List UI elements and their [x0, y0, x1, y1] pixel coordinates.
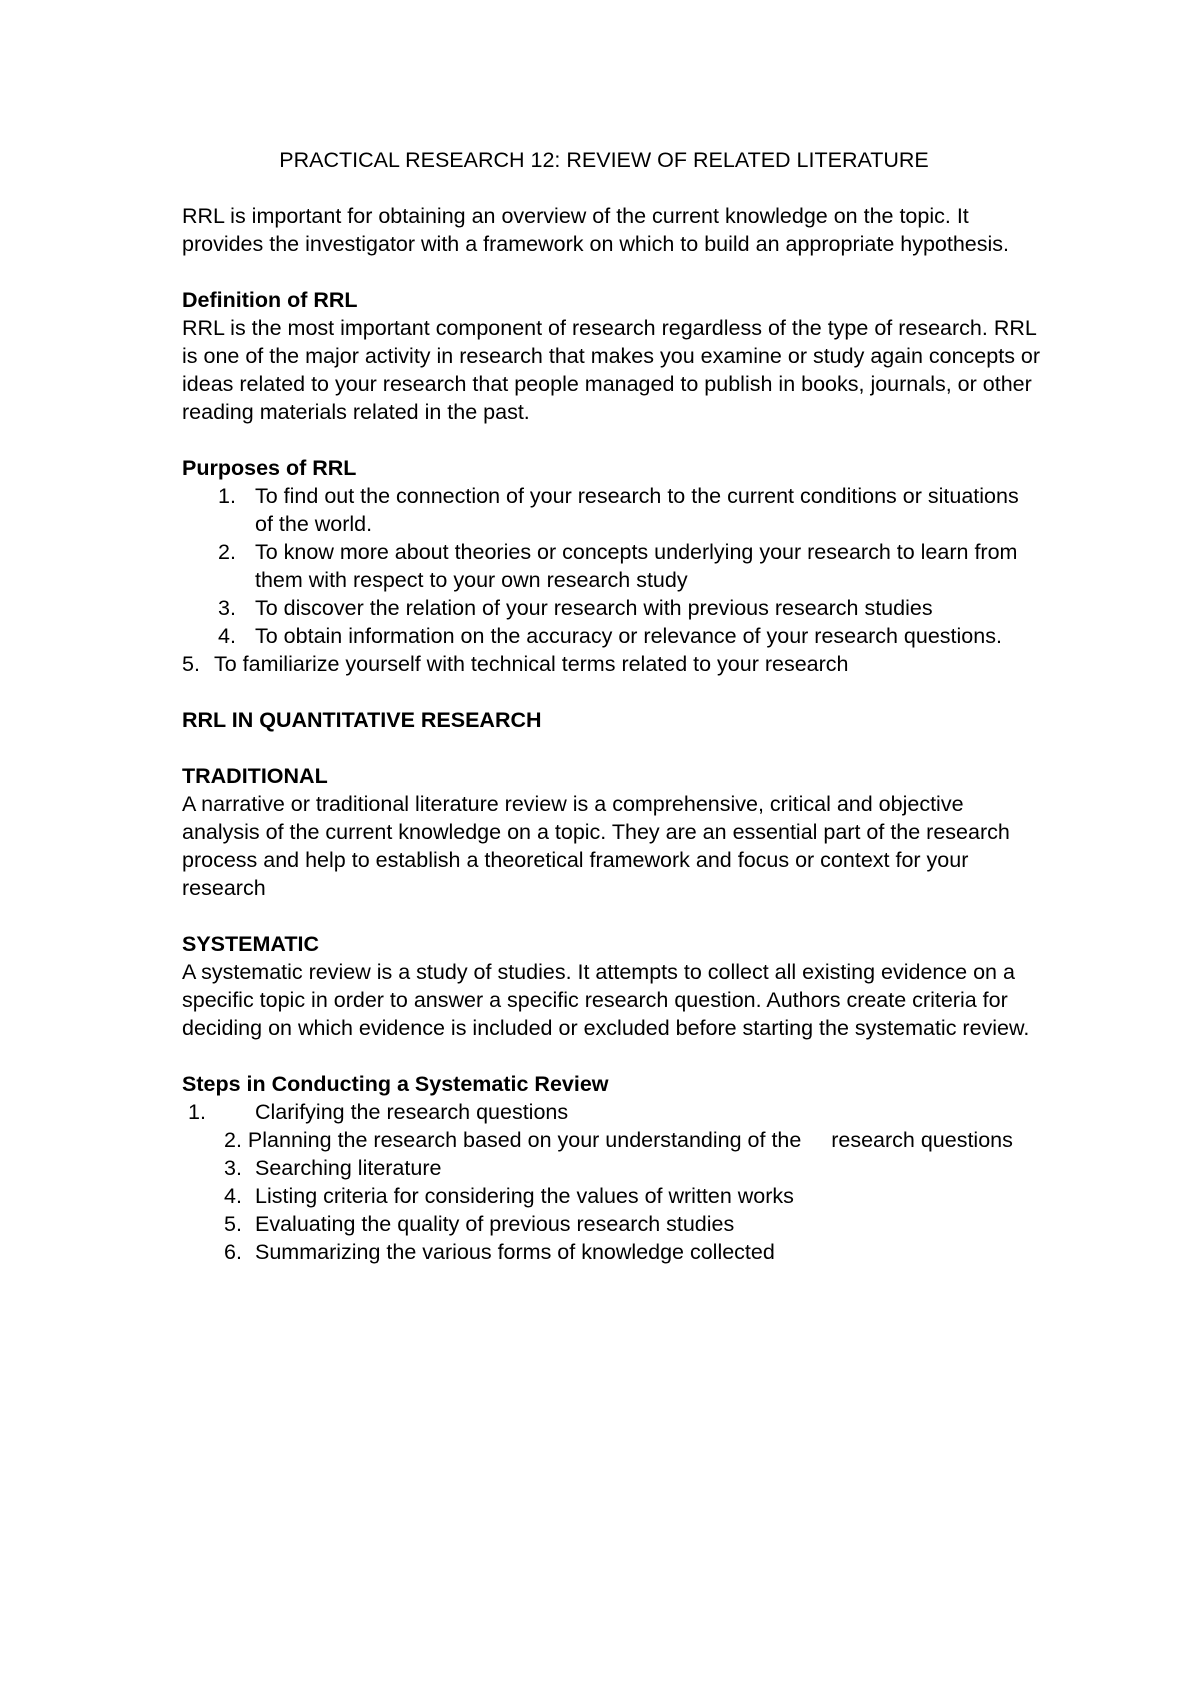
list-item-number: 1.: [188, 1100, 206, 1124]
list-item: [182, 1182, 1042, 1210]
purposes-list: [182, 482, 1042, 678]
list-item-text: To know more about theories or concepts underlying your research to learn from them with respect to your own research study: [255, 540, 1018, 592]
steps-heading: Steps in Conducting a Systematic Review: [182, 1072, 609, 1096]
traditional-paragraph: A narrative or traditional literature review is a comprehensive, critical and objective analysis of the current knowledge on a topic. They are an essential part of the research process and help to establish a theoretical framework and focus or context for your research: [182, 792, 1010, 900]
list-item: [182, 622, 1042, 650]
quantitative-heading: RRL IN QUANTITATIVE RESEARCH: [182, 708, 542, 732]
list-item-number: 2.: [224, 1128, 242, 1152]
purposes-heading: Purposes of RRL: [182, 456, 357, 480]
spacer: [182, 426, 1042, 454]
definition-paragraph: RRL is the most important component of research regardless of the type of research. RRL is one of the major activity in research that makes you examine or study again concepts or ideas related to your research that people managed to publish in books, journals, or other reading materials related in the past.: [182, 316, 1041, 424]
list-item: [182, 650, 1042, 678]
list-item-number: 6.: [224, 1240, 242, 1264]
list-item: [182, 482, 1042, 538]
list-item-text: To obtain information on the accuracy or relevance of your research questions.: [255, 624, 1002, 648]
list-item: [182, 538, 1042, 594]
list-item-text: Planning the research based on your understanding of the research questions: [247, 1128, 1013, 1152]
list-item-text: Summarizing the various forms of knowledge collected: [255, 1240, 775, 1264]
list-item-number: 1.: [218, 484, 236, 508]
list-item: [182, 1126, 1042, 1154]
list-item-text: Evaluating the quality of previous research studies: [255, 1212, 735, 1236]
traditional-heading: TRADITIONAL: [182, 764, 328, 788]
list-item-number: 3.: [218, 596, 236, 620]
list-item: [182, 1098, 1042, 1126]
spacer: [182, 1042, 1042, 1070]
list-item-number: 5.: [182, 652, 200, 676]
spacer: [182, 678, 1042, 706]
list-item-text: Clarifying the research questions: [255, 1100, 569, 1124]
list-item-text: To discover the relation of your research with previous research studies: [255, 596, 933, 620]
spacer: [182, 258, 1042, 286]
document-content: [182, 146, 1042, 1266]
list-item-text: Searching literature: [255, 1156, 442, 1180]
list-item-number: 4.: [218, 624, 236, 648]
definition-heading: Definition of RRL: [182, 288, 358, 312]
spacer: [182, 174, 1042, 202]
list-item-text: To find out the connection of your research to the current conditions or situations of the world.: [255, 484, 1019, 536]
list-item-number: 4.: [224, 1184, 242, 1208]
intro-paragraph: RRL is important for obtaining an overview of the current knowledge on the topic. It provides the investigator with a framework on which to build an appropriate hypothesis.: [182, 204, 1010, 256]
list-item-number: 5.: [224, 1212, 242, 1236]
list-item: [182, 594, 1042, 622]
list-item-number: 2.: [218, 540, 236, 564]
list-item-number: 3.: [224, 1156, 242, 1180]
list-item-text: Listing criteria for considering the values of written works: [255, 1184, 794, 1208]
list-item-text: To familiarize yourself with technical terms related to your research: [214, 652, 849, 676]
spacer: [182, 734, 1042, 762]
systematic-paragraph: A systematic review is a study of studies. It attempts to collect all existing evidence on a specific topic in order to answer a specific research question. Authors create criteria for deciding on which evidence is included or excluded before starting the systematic review.: [182, 960, 1030, 1040]
spacer: [182, 902, 1042, 930]
list-item: [182, 1238, 1042, 1266]
steps-list: [182, 1098, 1042, 1266]
document-title: PRACTICAL RESEARCH 12: REVIEW OF RELATED LITERATURE: [279, 148, 929, 172]
list-item: [182, 1154, 1042, 1182]
list-item: [182, 1210, 1042, 1238]
systematic-heading: SYSTEMATIC: [182, 932, 319, 956]
